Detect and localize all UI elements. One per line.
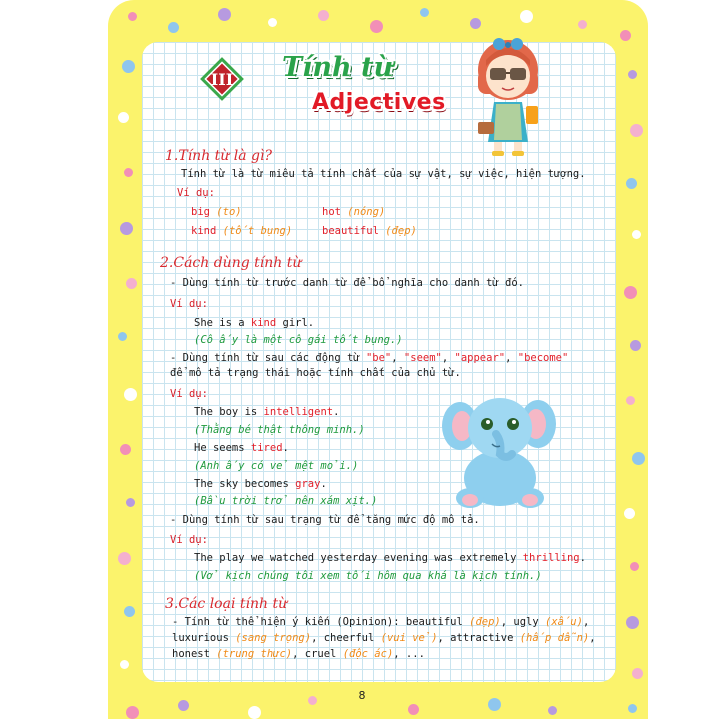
polka-dot <box>118 552 131 565</box>
polka-dot <box>124 388 137 401</box>
polka-dot <box>124 168 133 177</box>
polka-dot <box>168 22 179 33</box>
polka-dot <box>624 286 637 299</box>
polka-dot <box>548 706 557 715</box>
usage-rule: - Dùng tính từ sau trạng từ để tăng mức độ mô tả. <box>170 514 480 526</box>
example-word: big (to) <box>191 206 242 218</box>
polka-dot <box>248 706 261 719</box>
polka-dot <box>628 70 637 79</box>
polka-dot <box>488 698 501 711</box>
example-word: beautiful (đẹp) <box>322 225 417 237</box>
adjective-type-line: - Tính từ thể hiện ý kiến (Opinion): beautiful (đẹp), ugly (xấu), <box>172 616 590 628</box>
example-label: Ví dụ: <box>170 534 208 546</box>
polka-dot <box>218 8 231 21</box>
example-translation: (Thằng bé thật thông minh.) <box>194 424 365 436</box>
chapter-number: III <box>210 69 234 89</box>
polka-dot <box>120 222 133 235</box>
polka-dot <box>318 10 329 21</box>
polka-dot <box>626 396 635 405</box>
polka-dot <box>578 20 587 29</box>
example-translation: (Cô ấy là một cô gái tốt bụng.) <box>194 334 403 346</box>
page-title-vietnamese: Tính từ <box>282 52 394 83</box>
usage-rule: - Dùng tính từ trước danh từ để bổ nghĩa cho danh từ đó. <box>170 277 525 289</box>
section-heading-1: 1.Tính từ là gì? <box>165 148 272 164</box>
example-label: Ví dụ: <box>170 298 208 310</box>
polka-dot <box>308 696 317 705</box>
polka-dot <box>630 340 641 351</box>
polka-dot <box>268 18 277 27</box>
polka-dot <box>632 452 645 465</box>
polka-dot <box>122 60 135 73</box>
chapter-badge <box>199 56 245 102</box>
page-title-english: Adjectives <box>312 90 446 115</box>
example-sentence: The play we watched yesterday evening was extremely thrilling. <box>194 552 586 564</box>
polka-dot <box>470 18 481 29</box>
example-sentence: The boy is intelligent. <box>194 406 340 418</box>
polka-dot <box>408 704 419 715</box>
example-sentence: He seems tired. <box>194 442 289 454</box>
polka-dot <box>632 230 641 239</box>
usage-rule-cont: để mô tả trạng thái hoặc tính chất của chủ từ. <box>170 367 461 379</box>
usage-rule: - Dùng tính từ sau các động từ "be", "seem", "appear", "become" <box>170 352 569 364</box>
polka-dot <box>126 278 137 289</box>
polka-dot <box>370 20 383 33</box>
adjective-type-line: honest (trung thực), cruel (độc ác), ... <box>172 648 425 660</box>
girl-illustration <box>466 30 552 160</box>
polka-dot <box>620 30 631 41</box>
polka-dot <box>128 12 137 21</box>
polka-dot <box>124 606 135 617</box>
polka-dot <box>626 178 637 189</box>
example-word: kind (tốt bụng) <box>191 225 293 237</box>
polka-dot <box>120 660 129 669</box>
polka-dot <box>520 10 533 23</box>
polka-dot <box>120 444 131 455</box>
elephant-illustration <box>440 382 558 510</box>
polka-dot <box>628 704 637 713</box>
polka-dot <box>626 616 639 629</box>
polka-dot <box>178 700 189 711</box>
example-word: hot (nóng) <box>322 206 386 218</box>
section-heading-3: 3.Các loại tính từ <box>165 596 288 612</box>
example-label: Ví dụ: <box>170 388 208 400</box>
example-sentence: She is a kind girl. <box>194 317 315 329</box>
example-translation: (Anh ấy có vẻ mệt mỏi.) <box>194 460 359 472</box>
example-translation: (Bầu trời trở nên xám xịt.) <box>194 495 378 507</box>
page-number: 8 <box>358 689 366 702</box>
polka-dot <box>118 112 129 123</box>
adjective-type-line: luxurious (sang trọng), cheerful (vui vẻ), attractive (hấp dẫn), <box>172 632 596 644</box>
polka-dot <box>126 706 139 719</box>
example-sentence: The sky becomes gray. <box>194 478 327 490</box>
section-heading-2: 2.Cách dùng tính từ <box>160 255 302 271</box>
example-translation: (Vở kịch chúng tôi xem tối hôm qua khá là kịch tính.) <box>194 570 542 582</box>
example-label: Ví dụ: <box>177 187 215 199</box>
polka-dot <box>118 332 127 341</box>
polka-dot <box>632 668 643 679</box>
polka-dot <box>420 8 429 17</box>
polka-dot <box>630 124 643 137</box>
definition-text: Tính từ là từ miêu tả tính chất của sự vật, sự việc, hiện tượng. <box>181 168 586 180</box>
polka-dot <box>624 508 635 519</box>
polka-dot <box>126 498 135 507</box>
polka-dot <box>630 562 639 571</box>
